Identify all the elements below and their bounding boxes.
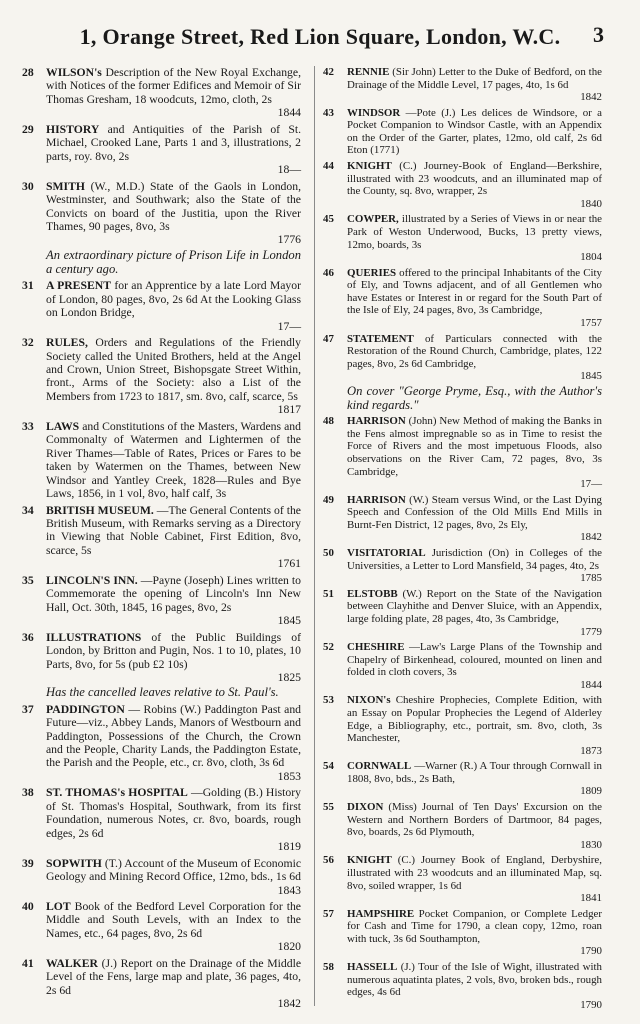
- entry-date: 1853: [277, 769, 301, 783]
- left-column: [22, 66, 301, 1014]
- entry-description: (J.) Report on the Drainage of the Middle Level of the Fens, large map and plate, 36 pages, 4to, 2s 6d: [46, 956, 302, 997]
- entry-number: 57: [323, 907, 334, 920]
- entry-title: HARRISON: [347, 415, 406, 428]
- entry-date: 17—: [580, 478, 602, 491]
- catalogue-entry: [323, 760, 602, 798]
- entry-title: ST. THOMAS's HOSPITAL: [46, 786, 188, 800]
- entry-description: (John) New Method of making the Banks in the Fens almost impregnable so as in Time to resist the Force of Rivers and the most impetuous Floods, also observations on the River Cam, 72 pages, 8vo, 3s Cambridge,: [347, 415, 602, 478]
- entry-date: 1817: [277, 403, 301, 417]
- column-divider: [314, 66, 315, 1006]
- entry-title: KNIGHT: [347, 854, 392, 867]
- entry-description: Description of the New Royal Exchange, with Notices of the former Edifices and Memoir of Sir Thomas Gresham, 18 woodcuts, 12mo, cloth, 2s: [46, 66, 302, 106]
- entry-description: and Constitutions of the Masters, Wardens and Commonalty of Watermen and Lightermen of the River Thames—Table of Rates, Prices or Fares to be taken by Watermen on the Thames, between New Windsor and Yantley Creek, 1828—Rules and Bye Laws, 1856, in 1 vol, 8vo, half calf, 3s: [46, 419, 301, 501]
- entry-description: (Miss) Journal of Ten Days' Excursion on the Western and Northern Borders of Dartmoor, 84 pages, 8vo, boards, 2s 6d Plymouth,: [347, 801, 602, 839]
- entry-description: of Particulars connected with the Restoration of the Round Church, Cambridge, plates, 122 pages, 8vo, 2s 6d Cambridge,: [347, 332, 602, 370]
- catalogue-entry: [22, 786, 301, 853]
- entry-date: 1830: [580, 838, 602, 851]
- entry-description: (C.) Journey-Book of England—Berkshire, illustrated with 23 woodcuts, and an illuminated map of the County, sq. 8vo, wrapper, 2s: [347, 160, 602, 198]
- entry-title: VISITATORIAL: [347, 547, 426, 560]
- entry-description: Cheshire Prophecies, Complete Edition, with an Essay on Popular Prophecies the Legend of Alderley Edge, a Bibliography, etc., portrait, sm. 8vo, cloth, 3s Manchester,: [347, 694, 602, 745]
- entry-note: Has the cancelled leaves relative to St. Paul's.: [46, 685, 279, 700]
- entry-title: NIXON's: [347, 694, 391, 707]
- entry-date: 1790: [580, 945, 602, 958]
- right-column: [323, 66, 602, 1014]
- entry-number: 30: [22, 179, 34, 193]
- entry-date: 1809: [580, 785, 602, 798]
- entry-title: CORNWALL: [347, 760, 412, 773]
- entry-date: 1842: [277, 997, 301, 1011]
- entry-description: —Law's Large Plans of the Township and Chapelry of Birkenhead, coloured, mounted on linen and folded in cloth covers, 3s: [347, 641, 602, 679]
- catalogue-entry: [323, 641, 602, 691]
- entry-description: —The General Contents of the British Museum, with Remarks serving as a Directory in Viewing that Noble Cabinet, First Edition, 8vo, scarce, 5s: [46, 503, 301, 557]
- entry-description: Book of the Bedford Level Corporation for the Middle and South Levels, with an Index to the Names, etc., 64 pages, 8vo, 2s 6d: [46, 899, 301, 940]
- entry-number: 55: [323, 801, 334, 814]
- catalogue-entry: [323, 107, 602, 157]
- entry-number: 39: [22, 856, 34, 870]
- entry-description: —Pote (J.) Les delices de Windsore, or a Pocket Companion to Windsor Castle, with an Appendix on the Order of the Garter, plates, 12mo, old calf, 2s 6d Eton (1771): [347, 106, 602, 157]
- entry-title: SMITH: [46, 179, 85, 193]
- entry-description: (C.) Journey Book of England, Derbyshire, illustrated with 23 woodcuts and an illuminated Map, sq. 8vo, soiled wrapper, 1s 6d: [347, 854, 602, 892]
- entry-date: 1761: [277, 557, 301, 571]
- entry-number: 42: [323, 66, 334, 78]
- entry-description: for an Apprentice by a late Lord Mayor of London, 80 pages, 8vo, 2s 6d At the Looking Glass on London Bridge,: [46, 279, 302, 320]
- entry-title: LINCOLN'S INN.: [46, 573, 138, 587]
- entry-description: (W.) Steam versus Wind, or the Last Dying Speech and Confession of the Old Mills End Mills in Burnt-Fen District, 12 pages, 8vo, 2s Ely,: [347, 493, 602, 531]
- entry-description: (T.) Account of the Museum of Economic Geology and Mining Record Office, 12mo, bds., 1s 6d: [46, 856, 302, 884]
- entry-date: 1841: [580, 892, 602, 905]
- entry-date: 1843: [277, 883, 301, 897]
- catalogue-entry: [22, 180, 301, 277]
- entry-number: 54: [323, 760, 334, 773]
- entry-date: 1840: [580, 197, 602, 210]
- entry-number: 46: [323, 266, 334, 279]
- catalogue-entry: [22, 900, 301, 954]
- entry-description: —Warner (R.) A Tour through Cornwall in 1808, 8vo, bds., 2s Bath,: [347, 760, 602, 785]
- entry-date: 17—: [277, 319, 301, 333]
- entry-description: —Payne (Joseph) Lines written to Commemorate the opening of Lincoln's Inn New Hall, Oct. 30th, 1845, 16 pages, 8vo, 2s: [46, 573, 302, 614]
- catalogue-entry: [323, 160, 602, 210]
- page-header: 1, Orange Street, Red Lion Square, London, W.C.: [79, 24, 561, 49]
- entry-title: HAMPSHIRE: [347, 907, 415, 920]
- catalogue-entry: [22, 857, 301, 897]
- entry-title: HASSELL: [347, 960, 398, 973]
- entry-note: On cover "George Pryme, Esq., with the Author's kind regards.": [347, 383, 602, 413]
- entry-description: of the Public Buildings of London, by Britton and Pugin, Nos. 1 to 10, plates, 10 Parts, 8vo, for 5s (pub £2 10s): [46, 630, 301, 671]
- catalogue-entry: [22, 123, 301, 177]
- catalogue-entry: [323, 267, 602, 330]
- entry-number: 50: [323, 547, 334, 560]
- catalogue-entry: [22, 574, 301, 628]
- catalogue-entry: [323, 908, 602, 958]
- entry-description: (W., M.D.) State of the Gaols in London, Westminster, and Southwark; also the State of the Convicts on board of the Justitia, upon the River Thames, 90 pages, 8vo, 3s: [46, 179, 301, 233]
- entry-description: (Sir John) Letter to the Duke of Bedford, on the Drainage of the Middle Level, 17 pages, 4to, 1s 6d: [347, 66, 602, 91]
- catalogue-entry: [323, 801, 602, 851]
- entry-date: 1779: [580, 625, 602, 638]
- entry-description: Pocket Companion, or Complete Ledger for Cash and Time for 1790, a clean copy, 12mo, roan with tuck, 3s 6d Southampton,: [347, 907, 602, 945]
- catalogue-entry: [22, 66, 301, 120]
- catalogue-entry: [323, 494, 602, 544]
- entry-title: CHESHIRE: [347, 641, 405, 654]
- entry-number: 36: [22, 630, 34, 644]
- entry-number: 52: [323, 641, 334, 654]
- entry-title: STATEMENT: [347, 332, 414, 345]
- entry-date: 1845: [277, 614, 301, 628]
- catalogue-entry: [323, 415, 602, 490]
- entry-date: 1790: [580, 998, 602, 1011]
- entry-description: (J.) Tour of the Isle of Wight, illustrated with numerous aquatinta plates, 2 vols, 8vo, broken bds., rough edges, 4s 6d: [347, 960, 602, 999]
- catalogue-entry: [22, 703, 301, 784]
- catalogue-entry: [323, 333, 602, 413]
- entry-number: 38: [22, 786, 34, 800]
- entry-note: An extraordinary picture of Prison Life in London a century ago.: [46, 247, 301, 277]
- entry-date: 1785: [580, 572, 602, 585]
- entry-number: 37: [22, 702, 34, 716]
- entry-number: 34: [22, 503, 34, 517]
- catalogue-entry: [22, 336, 301, 417]
- entry-title: WINDSOR: [347, 106, 401, 119]
- entry-date: 18—: [277, 163, 301, 177]
- entry-title: WALKER: [46, 956, 98, 970]
- page-number: 3: [593, 22, 604, 47]
- entry-description: illustrated by a Series of Views in or near the Park of Weston Underwood, Bucks, 13 pretty views, 12mo, boards, 3s: [347, 213, 603, 251]
- catalogue-entry: [22, 504, 301, 571]
- entry-title: DIXON: [347, 801, 384, 814]
- catalogue-entry: [323, 66, 602, 104]
- entry-title: LAWS: [46, 419, 80, 433]
- entry-title: WILSON's: [46, 66, 102, 79]
- entry-title: ELSTOBB: [347, 587, 398, 600]
- entry-title: BRITISH MUSEUM.: [46, 503, 154, 517]
- entry-title: ILLUSTRATIONS: [46, 630, 142, 644]
- catalogue-entry: [22, 420, 301, 501]
- entry-title: RULES,: [46, 336, 88, 350]
- entry-title: PADDINGTON: [46, 702, 125, 716]
- entry-description: Orders and Regulations of the Friendly Society called the United Brothers, held at the Angel and Crown, Union Street, Bishopsgate Street Within, front., Arms of the Society: also a List of the Members from 1723 to 1817, sm. 8vo, calf, scarce, 5s: [46, 336, 302, 403]
- catalogue-entry: [22, 957, 301, 1011]
- entry-date: 1873: [580, 744, 602, 757]
- catalogue-entry: [22, 279, 301, 333]
- catalogue-entry: [323, 854, 602, 904]
- entry-number: 29: [22, 122, 34, 136]
- entry-date: 1819: [277, 840, 301, 854]
- entry-number: 56: [323, 854, 334, 867]
- entry-number: 40: [22, 899, 34, 913]
- entry-title: COWPER,: [347, 213, 399, 226]
- entry-date: 1842: [580, 531, 602, 544]
- entry-number: 31: [22, 279, 34, 293]
- entry-number: 58: [323, 960, 334, 973]
- entry-description: Jurisdiction (On) in Colleges of the Universities, a Letter to Lord Mansfield, 34 pages, 4to, 2s: [347, 547, 602, 572]
- entry-number: 48: [323, 415, 334, 428]
- entry-number: 35: [22, 573, 34, 587]
- entry-description: and Antiquities of the Parish of St. Michael, Crooked Lane, Parts 1 and 3, illustrations, 2 parts, roy. 8vo, 2s: [46, 122, 302, 163]
- entry-date: 1842: [580, 91, 602, 104]
- entry-title: SOPWITH: [46, 856, 102, 870]
- entry-number: 33: [22, 419, 34, 433]
- entry-title: A PRESENT: [46, 279, 112, 293]
- entry-number: 43: [323, 106, 334, 119]
- entry-number: 44: [323, 160, 334, 173]
- entry-number: 45: [323, 213, 334, 226]
- entry-title: HISTORY: [46, 122, 100, 136]
- entry-number: 47: [323, 332, 334, 345]
- entry-date: 1804: [580, 251, 602, 264]
- catalogue-entry: [22, 631, 301, 700]
- catalogue-entry: [323, 588, 602, 638]
- entry-description: offered to the principal Inhabitants of the City of Ely, and Towns adjacent, and of all Gentlemen who have Estates or Interest in or regard for the South Part of the Isle of Ely, 24 pages, 8vo, 3s Cambridge,: [347, 266, 602, 317]
- entry-date: 1820: [277, 940, 301, 954]
- entry-description: —Golding (B.) History of St. Thomas's Hospital, Southwark, from its first Foundation, numerous Notes, cr. 8vo, boards, rough edges, 2s 6d: [46, 786, 301, 840]
- entry-number: 32: [22, 336, 34, 350]
- entry-description: — Robins (W.) Paddington Past and Future—viz., Abbey Lands, Manors of Westbourn and Paddington, Possessions of the Church, the Crown and the People, Charity Lands, the Paddington Estate, the Parish and the People, etc., cr. 8vo, cloth, 3s 6d: [46, 702, 302, 770]
- entry-date: 1844: [277, 106, 301, 120]
- entry-date: 1844: [580, 678, 602, 691]
- entry-number: 49: [323, 493, 334, 506]
- entry-title: HARRISON: [347, 493, 406, 506]
- entry-number: 41: [22, 956, 34, 970]
- catalogue-entry: [323, 547, 602, 585]
- entry-title: KNIGHT: [347, 160, 392, 173]
- entry-number: 28: [22, 66, 34, 79]
- entry-title: RENNIE: [347, 66, 390, 78]
- entry-description: (W.) Report on the State of the Navigation between Clayhithe and Denver Sluice, with an Appendix, large folding plate, 28 pages, 4to, 3s Cambridge,: [347, 587, 602, 625]
- catalogue-entry: [323, 961, 602, 1011]
- entry-date: 1825: [277, 670, 301, 684]
- entry-title: LOT: [46, 899, 71, 913]
- entry-date: 1845: [580, 370, 602, 383]
- entry-date: 1757: [580, 316, 602, 329]
- entry-number: 51: [323, 587, 334, 600]
- entry-date: 1776: [277, 233, 301, 247]
- entry-number: 53: [323, 694, 334, 707]
- entry-title: QUERIES: [347, 266, 397, 279]
- catalogue-entry: [323, 694, 602, 757]
- catalogue-entry: [323, 213, 602, 263]
